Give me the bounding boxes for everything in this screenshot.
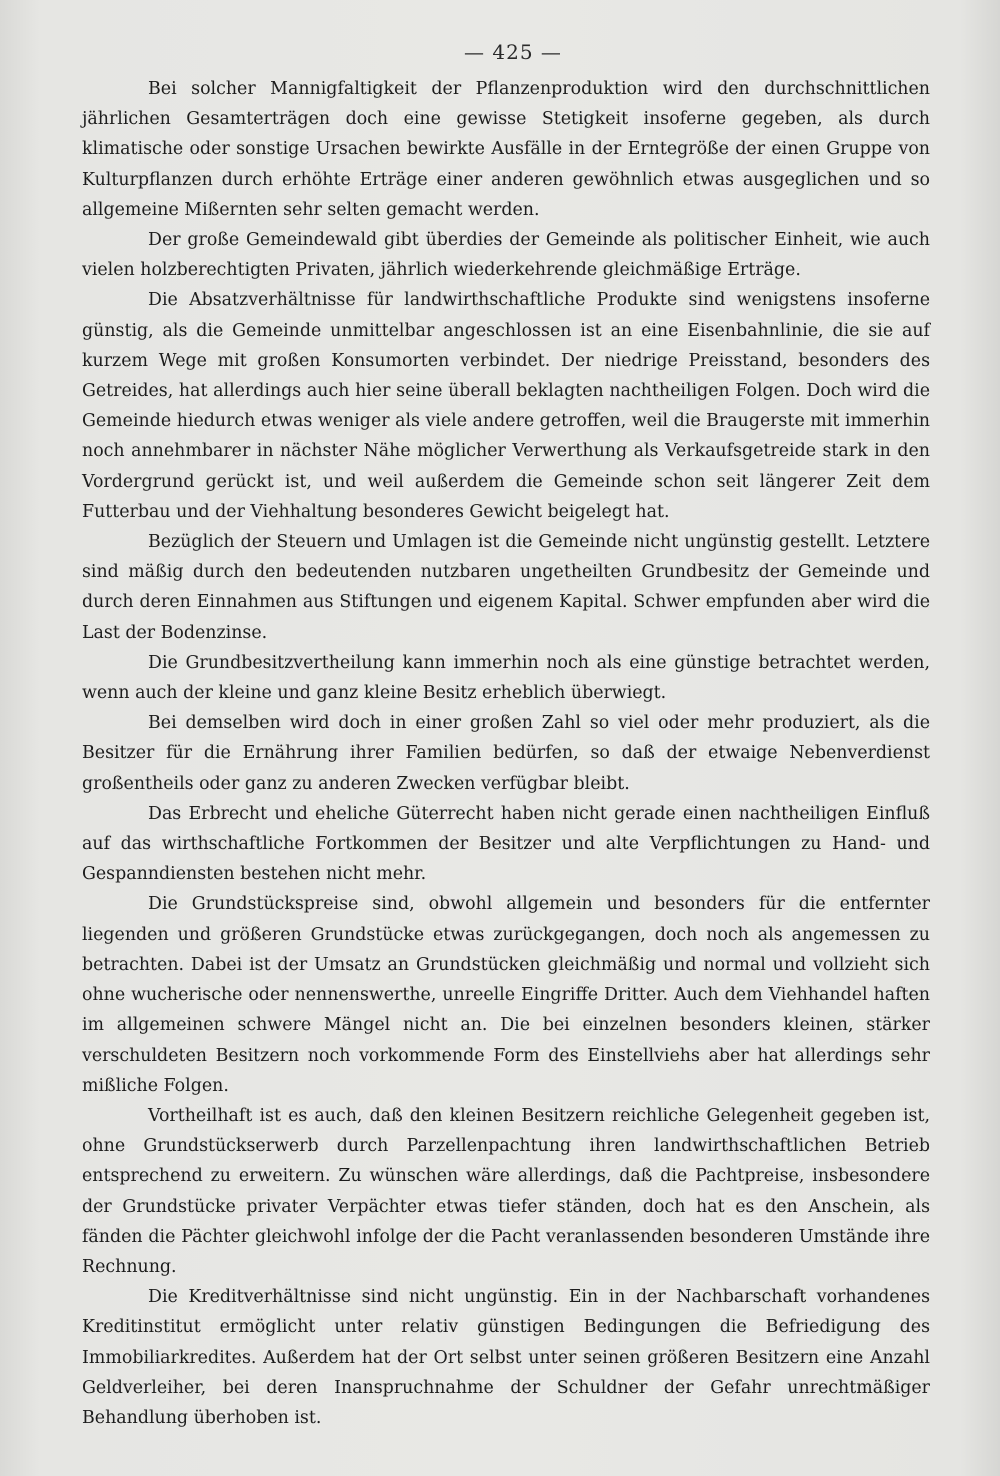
paragraph: Der große Gemeindewald gibt überdies der Gemeinde als politischer Einheit, wie auch vielen holzberechtigten Privaten, jährlich wiederkehrende gleichmäßige Erträge. (82, 230, 930, 281)
paragraph: Bezüglich der Steuern und Umlagen ist die Gemeinde nicht ungünstig gestellt. Letztere sind mäßig durch den bedeutenden nutzbaren ungetheilten Grundbesitz der Gemeinde und durch deren Einnahmen aus Stiftungen und eigenem Kapital. Schwer empfunden aber wird die Last der Bodenzinse. (82, 532, 930, 643)
paragraph: Die Kreditverhältnisse sind nicht ungünstig. Ein in der Nachbarschaft vorhandenes Kreditinstitut ermöglicht unter relativ günstigen Bedingungen die Befriedigung des Immobiliarkredites. Außerdem hat der Ort selbst unter seinen größeren Besitzern eine Anzahl Geldverleiher, bei deren Inanspruchnahme der Schuldner der Gefahr unrechtmäßiger Behandlung überhoben ist. (82, 1287, 930, 1428)
paragraph: Die Grundstückspreise sind, obwohl allgemein und besonders für die entfernter liegenden und größeren Grundstücke etwas zurückgegangen, doch noch als angemessen zu betrachten. Dabei ist der Umsatz an Grundstücken gleichmäßig und normal und vollzieht sich ohne wucherische oder nennenswerthe, unreelle Eingriffe Dritter. Auch dem Viehhandel haften im allgemeinen schwere Mängel nicht an. Die bei einzelnen besonders kleinen, stärker verschuldeten Besitzern noch vorkommende Form des Einstellviehs aber hat allerdings sehr mißliche Folgen. (82, 894, 930, 1096)
paragraph: Das Erbrecht und eheliche Güterrecht haben nicht gerade einen nachtheiligen Einfluß auf das wirthschaftliche Fortkommen der Besitzer und alte Verpflichtungen zu Hand- und Gespanndiensten bestehen nicht mehr. (82, 803, 930, 885)
page-number: — 425 — (464, 40, 562, 64)
paragraph: Die Absatzverhältnisse für landwirthschaftliche Produkte sind wenigstens insoferne günstig, als die Gemeinde unmittelbar angeschlossen ist an eine Eisenbahnlinie, die sie auf kurzem Wege mit großen Konsumorten verbindet. Der niedrige Preisstand, besonders des Getreides, hat allerdings auch hier seine überall beklagten nachtheiligen Folgen. Doch wird die Gemeinde hiedurch etwas weniger als viele andere getroffen, weil die Braugerste mit immerhin noch annehmbarer in nächster Nähe möglicher Verwerthung als Verkaufsgetreide stark in den Vordergrund gerückt ist, und weil außerdem die Gemeinde schon seit längerer Zeit dem Futterbau und der Viehhaltung besonderes Gewicht beigelegt hat. (82, 290, 930, 522)
paragraph: Bei solcher Mannigfaltigkeit der Pflanzenproduktion wird den durchschnittlichen jährlichen Gesamterträgen doch eine gewisse Stetigkeit insoferne gegeben, als durch klimatische oder sonstige Ursachen bewirkte Ausfälle in der Erntegröße der einen Gruppe von Kulturpflanzen durch erhöhte Erträge einer anderen gewöhnlich etwas ausgeglichen und so allgemeine Mißernten sehr selten gemacht werden. (82, 79, 930, 220)
paragraph: Die Grundbesitzvertheilung kann immerhin noch als eine günstige betrachtet werden, wenn auch der kleine und ganz kleine Besitz erheblich überwiegt. (82, 652, 930, 704)
body-text (82, 74, 930, 1433)
paragraph: Bei demselben wird doch in einer großen Zahl so viel oder mehr produziert, als die Besitzer für die Ernährung ihrer Familien bedürfen, so daß der etwaige Nebenverdienst großentheils oder ganz zu anderen Zwecken verfügbar bleibt. (82, 713, 930, 794)
paragraph: Vortheilhaft ist es auch, daß den kleinen Besitzern reichliche Gelegenheit gegeben ist, ohne Grundstückserwerb durch Parzellenpachtung ihren landwirthschaftlichen Betrieb entsprechend zu erweitern. Zu wünschen wäre allerdings, daß die Pachtpreise, insbesondere der Grundstücke privater Verpächter etwas tiefer ständen, doch hat es den Anschein, als fänden die Pächter gleichwohl infolge der die Pacht veranlassenden besonderen Umstände ihre Rechnung. (82, 1105, 930, 1277)
